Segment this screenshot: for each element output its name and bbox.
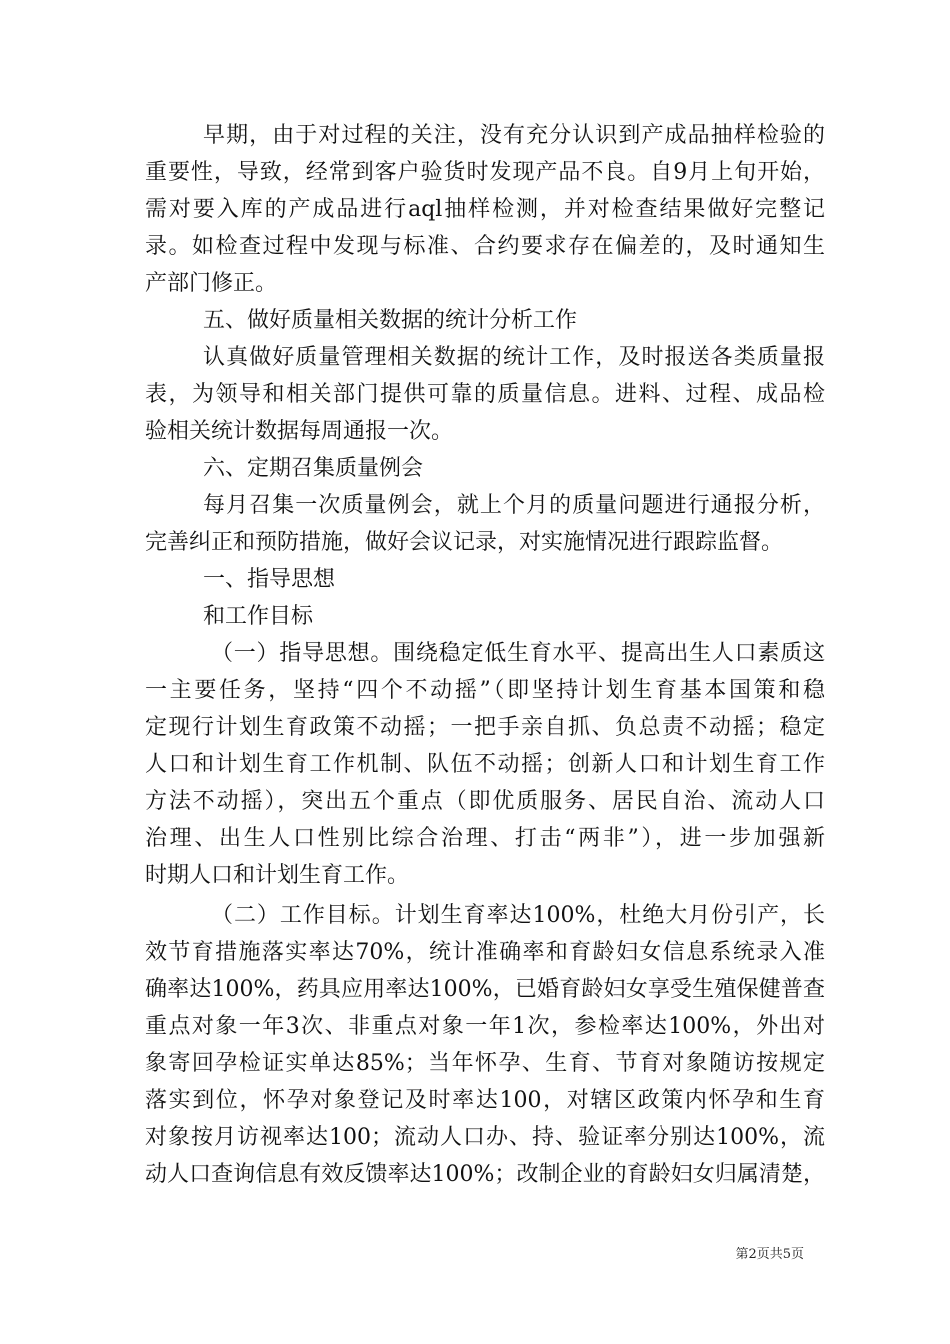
- paragraph-line: 每月召集一次质量例会，就上个月的质量问题进行通报分析，: [203, 493, 825, 518]
- document-body: [145, 117, 825, 1193]
- section-heading: 和工作目标: [203, 604, 314, 629]
- paragraph-line: 产部门修正。: [145, 271, 278, 296]
- section-heading: 一、指导思想: [203, 567, 336, 592]
- paragraph-line: 验相关统计数据每周通报一次。: [145, 419, 454, 444]
- paragraph-line: 一主要任务，坚持“四个不动摇”（即坚持计划生育基本国策和稳: [145, 678, 825, 703]
- paragraph-line: 效节育措施落实率达70%，统计准确率和育龄妇女信息系统录入准: [145, 940, 825, 965]
- paragraph-line: 需对要入库的产成品进行aql抽样检测，并对检查结果做好完整记: [145, 197, 825, 222]
- paragraph-line: （二）工作目标。计划生育率达100%，杜绝大月份引产，长: [211, 903, 825, 928]
- paragraph-line: 方法不动摇），突出五个重点（即优质服务、居民自治、流动人口: [145, 789, 825, 814]
- paragraph-line: 象寄回孕检证实单达85%；当年怀孕、生育、节育对象随访按规定: [145, 1051, 825, 1076]
- paragraph-line: （一）指导思想。围绕稳定低生育水平、提高出生人口素质这: [211, 641, 825, 666]
- paragraph-line: 时期人口和计划生育工作。: [145, 863, 410, 888]
- paragraph-line: 确率达100%，药具应用率达100%，已婚育龄妇女享受生殖保健普查: [145, 977, 825, 1002]
- page-number: 第2页共5页: [735, 1247, 804, 1262]
- paragraph-line: 表，为领导和相关部门提供可靠的质量信息。进料、过程、成品检: [145, 382, 825, 407]
- paragraph-line: 落实到位，怀孕对象登记及时率达100，对辖区政策内怀孕和生育: [145, 1088, 825, 1113]
- paragraph-line: 治理、出生人口性别比综合治理、打击“两非”），进一步加强新: [145, 826, 825, 851]
- paragraph-line: 重要性，导致，经常到客户验货时发现产品不良。自9月上旬开始，: [145, 160, 825, 185]
- paragraph-line: 认真做好质量管理相关数据的统计工作，及时报送各类质量报: [203, 345, 825, 370]
- paragraph-line: 早期，由于对过程的关注，没有充分认识到产成品抽样检验的: [203, 123, 825, 148]
- paragraph-line: 定现行计划生育政策不动摇；一把手亲自抓、负总责不动摇；稳定: [145, 715, 825, 740]
- paragraph-line: 动人口查询信息有效反馈率达100%；改制企业的育龄妇女归属清楚，: [145, 1162, 825, 1187]
- section-heading: 六、定期召集质量例会: [203, 456, 424, 481]
- paragraph-line: 人口和计划生育工作机制、队伍不动摇；创新人口和计划生育工作: [145, 752, 825, 777]
- paragraph-line: 对象按月访视率达100；流动人口办、持、验证率分别达100%，流: [145, 1125, 825, 1150]
- paragraph-line: 录。如检查过程中发现与标准、合约要求存在偏差的，及时通知生: [145, 234, 825, 259]
- paragraph-line: 完善纠正和预防措施，做好会议记录，对实施情况进行跟踪监督。: [145, 530, 784, 555]
- paragraph-line: 重点对象一年3次、非重点对象一年1次，参检率达100%，外出对: [145, 1014, 825, 1039]
- section-heading: 五、做好质量相关数据的统计分析工作: [203, 308, 578, 333]
